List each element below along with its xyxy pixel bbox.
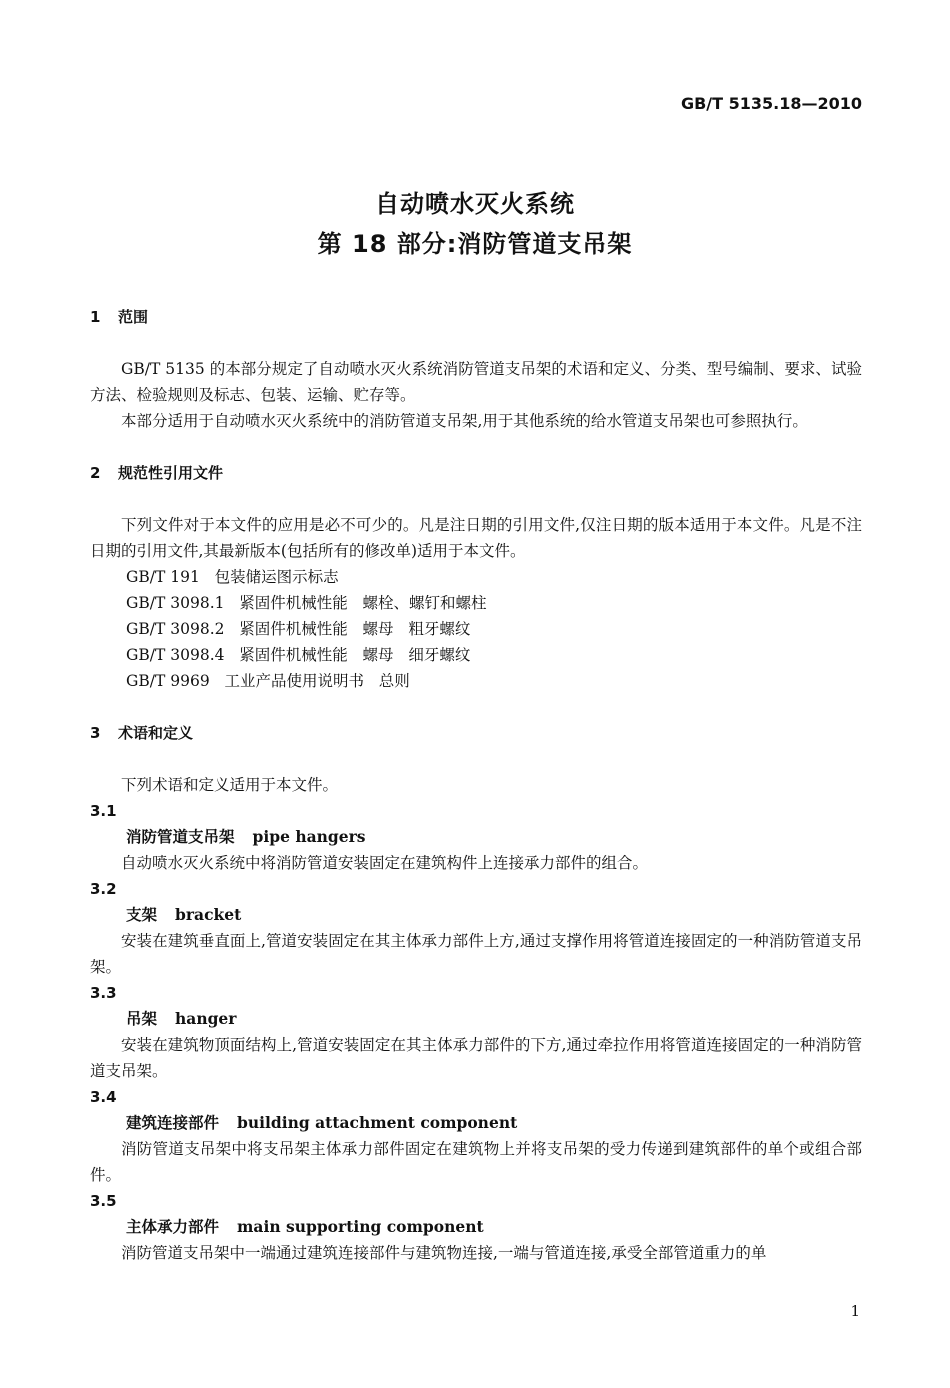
term-definition: 安装在建筑物顶面结构上,管道安装固定在其主体承力部件的下方,通过牵拉作用将管道连接固定的一种消防管道支吊架。 [90, 1036, 862, 1080]
term-definition: 自动喷水灭火系统中将消防管道安装固定在建筑构件上连接承力部件的组合。 [121, 854, 649, 872]
title-line-2: 第 18 部分:消防管道支吊架 [317, 230, 633, 258]
term-entry: 建筑连接部件 building attachment component [126, 1113, 518, 1132]
section-3-paragraph-1: 下列术语和定义适用于本文件。 [121, 776, 339, 794]
section-1-paragraph-1: GB/T 5135 的本部分规定了自动喷水灭火系统消防管道支吊架的术语和定义、分类、型号编制、要求、试验方法、检验规则及标志、包装、运输、贮存等。 [90, 360, 862, 404]
reference-item: GB/T 9969 工业产品使用说明书 总则 [126, 672, 410, 690]
clause-number: 3.1 [90, 802, 117, 820]
term-entry: 主体承力部件 main supporting component [126, 1217, 484, 1236]
reference-item: GB/T 3098.1 紧固件机械性能 螺栓、螺钉和螺柱 [126, 594, 487, 612]
term-entry: 消防管道支吊架 pipe hangers [126, 827, 366, 846]
page-number: 1 [850, 1302, 860, 1320]
section-2-paragraph-1: 下列文件对于本文件的应用是必不可少的。凡是注日期的引用文件,仅注日期的版本适用于本文件。凡是不注日期的引用文件,其最新版本(包括所有的修改单)适用于本文件。 [90, 516, 862, 560]
section-heading-2: 2 规范性引用文件 [90, 464, 224, 482]
term-definition: 消防管道支吊架中一端通过建筑连接部件与建筑物连接,一端与管道连接,承受全部管道重力的单 [121, 1244, 767, 1262]
standard-number: GB/T 5135.18—2010 [680, 94, 862, 113]
reference-item: GB/T 191 包装储运图示标志 [126, 568, 339, 586]
section-1-paragraph-2: 本部分适用于自动喷水灭火系统中的消防管道支吊架,用于其他系统的给水管道支吊架也可参照执行。 [121, 412, 808, 430]
reference-item: GB/T 3098.2 紧固件机械性能 螺母 粗牙螺纹 [126, 620, 471, 638]
clause-number: 3.3 [90, 984, 117, 1002]
term-entry: 支架 bracket [126, 905, 242, 924]
body-text [90, 304, 862, 1266]
term-definition: 安装在建筑垂直面上,管道安装固定在其主体承力部件上方,通过支撑作用将管道连接固定的一种消防管道支吊架。 [90, 932, 862, 976]
clause-number: 3.2 [90, 880, 117, 898]
term-entry: 吊架 hanger [126, 1009, 237, 1028]
clause-number: 3.5 [90, 1192, 117, 1210]
section-heading-3: 3 术语和定义 [90, 724, 194, 742]
reference-item: GB/T 3098.4 紧固件机械性能 螺母 细牙螺纹 [126, 646, 471, 664]
title-line-1: 自动喷水灭火系统 [375, 190, 575, 218]
clause-number: 3.4 [90, 1088, 117, 1106]
term-definition: 消防管道支吊架中将支吊架主体承力部件固定在建筑物上并将支吊架的受力传递到建筑部件的单个或组合部件。 [90, 1140, 862, 1184]
section-heading-1: 1 范围 [90, 308, 149, 326]
